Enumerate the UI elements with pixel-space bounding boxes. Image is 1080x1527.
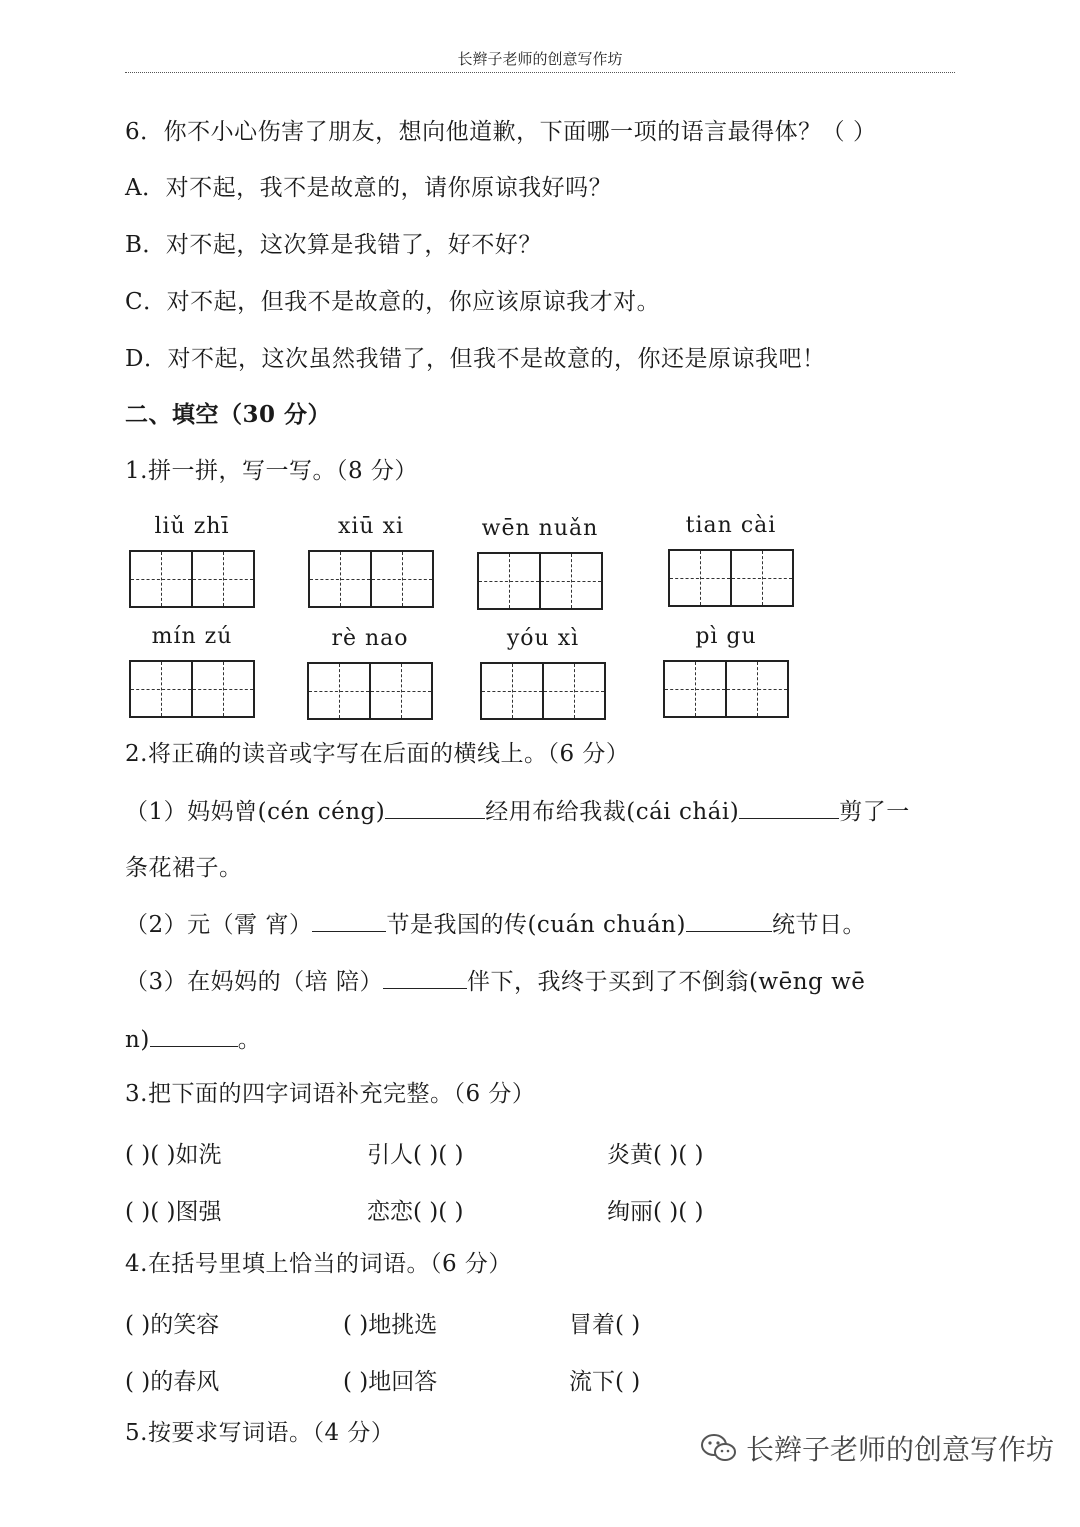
idiom-item[interactable]: 恋恋( )( ) [367, 1199, 464, 1225]
q2-text: 节是我国的传(cuán chuán) [386, 912, 686, 938]
fill-item[interactable]: ( )地回答 [343, 1369, 438, 1395]
pinyin-label: tian cài [685, 513, 777, 538]
q5-title: 5.按要求写词语。（4 分） [125, 1420, 395, 1446]
header-rule [125, 72, 955, 73]
idiom-item[interactable]: 炎黄( )( ) [607, 1142, 704, 1168]
pinyin-label: yóu xì [506, 626, 580, 651]
pinyin-label: wēn nuǎn [481, 516, 599, 541]
wechat-icon [700, 1433, 738, 1463]
pinyin-label: pì gu [695, 624, 757, 649]
page-header: 长辫子老师的创意写作坊 [457, 50, 623, 68]
q2-sentence-1-cont: 条花裙子。 [125, 855, 243, 881]
q2-sentence-1 [125, 796, 910, 827]
q2-text: 伴下，我终于买到了不倒翁(wēng wē [466, 969, 866, 995]
q6-option-d: D．对不起，这次虽然我错了，但我不是故意的，你还是原谅我吧！ [125, 346, 826, 372]
idiom-item[interactable]: ( )( )如洗 [125, 1142, 222, 1168]
q6-option-c: C．对不起，但我不是故意的，你应该原谅我才对。 [125, 289, 661, 315]
q6-stem: 6．你不小心伤害了朋友，想向他道歉，下面哪一项的语言最得体？（ ） [125, 119, 877, 145]
q2-title: 2.将正确的读音或字写在后面的横线上。（6 分） [125, 741, 630, 767]
watermark-text: 长辫子老师的创意写作坊 [746, 1433, 1055, 1466]
pinyin-label: mín zú [151, 624, 233, 649]
pinyin-label: liǔ zhī [154, 514, 230, 539]
q6-option-a: A．对不起，我不是故意的，请你原谅我好吗？ [125, 175, 613, 201]
q2-text: （2）元（霄 宵） [125, 912, 313, 938]
tianzige-grid[interactable] [129, 550, 255, 608]
section2-title: 二、填空（30 分） [125, 401, 332, 428]
fill-item[interactable]: 冒着( ) [569, 1312, 641, 1338]
tianzige-grid[interactable] [129, 660, 255, 718]
q2-sentence-2 [125, 909, 866, 940]
pinyin-label: xiū xi [337, 514, 405, 539]
fill-item[interactable]: ( )地挑选 [343, 1312, 438, 1338]
tianzige-grid[interactable] [668, 549, 794, 607]
q2-sentence-3-cont [125, 1024, 261, 1055]
idiom-item[interactable]: 绚丽( )( ) [607, 1199, 704, 1225]
tianzige-grid[interactable] [663, 660, 789, 718]
pinyin-label: rè nao [331, 626, 409, 651]
answer-blank[interactable] [739, 796, 839, 819]
q2-text: （1）妈妈曾(cén céng) [125, 799, 386, 825]
answer-blank[interactable] [385, 796, 485, 819]
q2-text: 。 [237, 1027, 262, 1053]
answer-blank[interactable] [686, 909, 772, 932]
answer-blank[interactable] [383, 966, 467, 989]
q4-title: 4.在括号里填上恰当的词语。（6 分） [125, 1251, 512, 1277]
fill-item[interactable]: ( )的笑容 [125, 1312, 220, 1338]
answer-blank[interactable] [150, 1024, 238, 1047]
tianzige-grid[interactable] [307, 662, 433, 720]
tianzige-grid[interactable] [480, 662, 606, 720]
idiom-item[interactable]: 引人( )( ) [367, 1142, 464, 1168]
answer-blank[interactable] [312, 909, 386, 932]
q3-title: 3.把下面的四字词语补充完整。（6 分） [125, 1081, 536, 1107]
q2-text: 统节日。 [771, 912, 866, 938]
tianzige-grid[interactable] [308, 550, 434, 608]
q6-option-b: B．对不起，这次算是我错了，好不好？ [125, 232, 542, 258]
q2-text: n) [125, 1027, 150, 1053]
watermark [700, 1428, 1054, 1468]
q1-title: 1.拼一拼，写一写。（8 分） [125, 458, 418, 484]
idiom-item[interactable]: ( )( )图强 [125, 1199, 222, 1225]
fill-item[interactable]: 流下( ) [569, 1369, 641, 1395]
q2-text: 剪了一 [839, 799, 910, 825]
q2-sentence-3 [125, 966, 865, 997]
q2-text: 经用布给我裁(cái chái) [485, 799, 740, 825]
fill-item[interactable]: ( )的春风 [125, 1369, 220, 1395]
q2-text: （3）在妈妈的（培 陪） [125, 969, 383, 995]
tianzige-grid[interactable] [477, 552, 603, 610]
